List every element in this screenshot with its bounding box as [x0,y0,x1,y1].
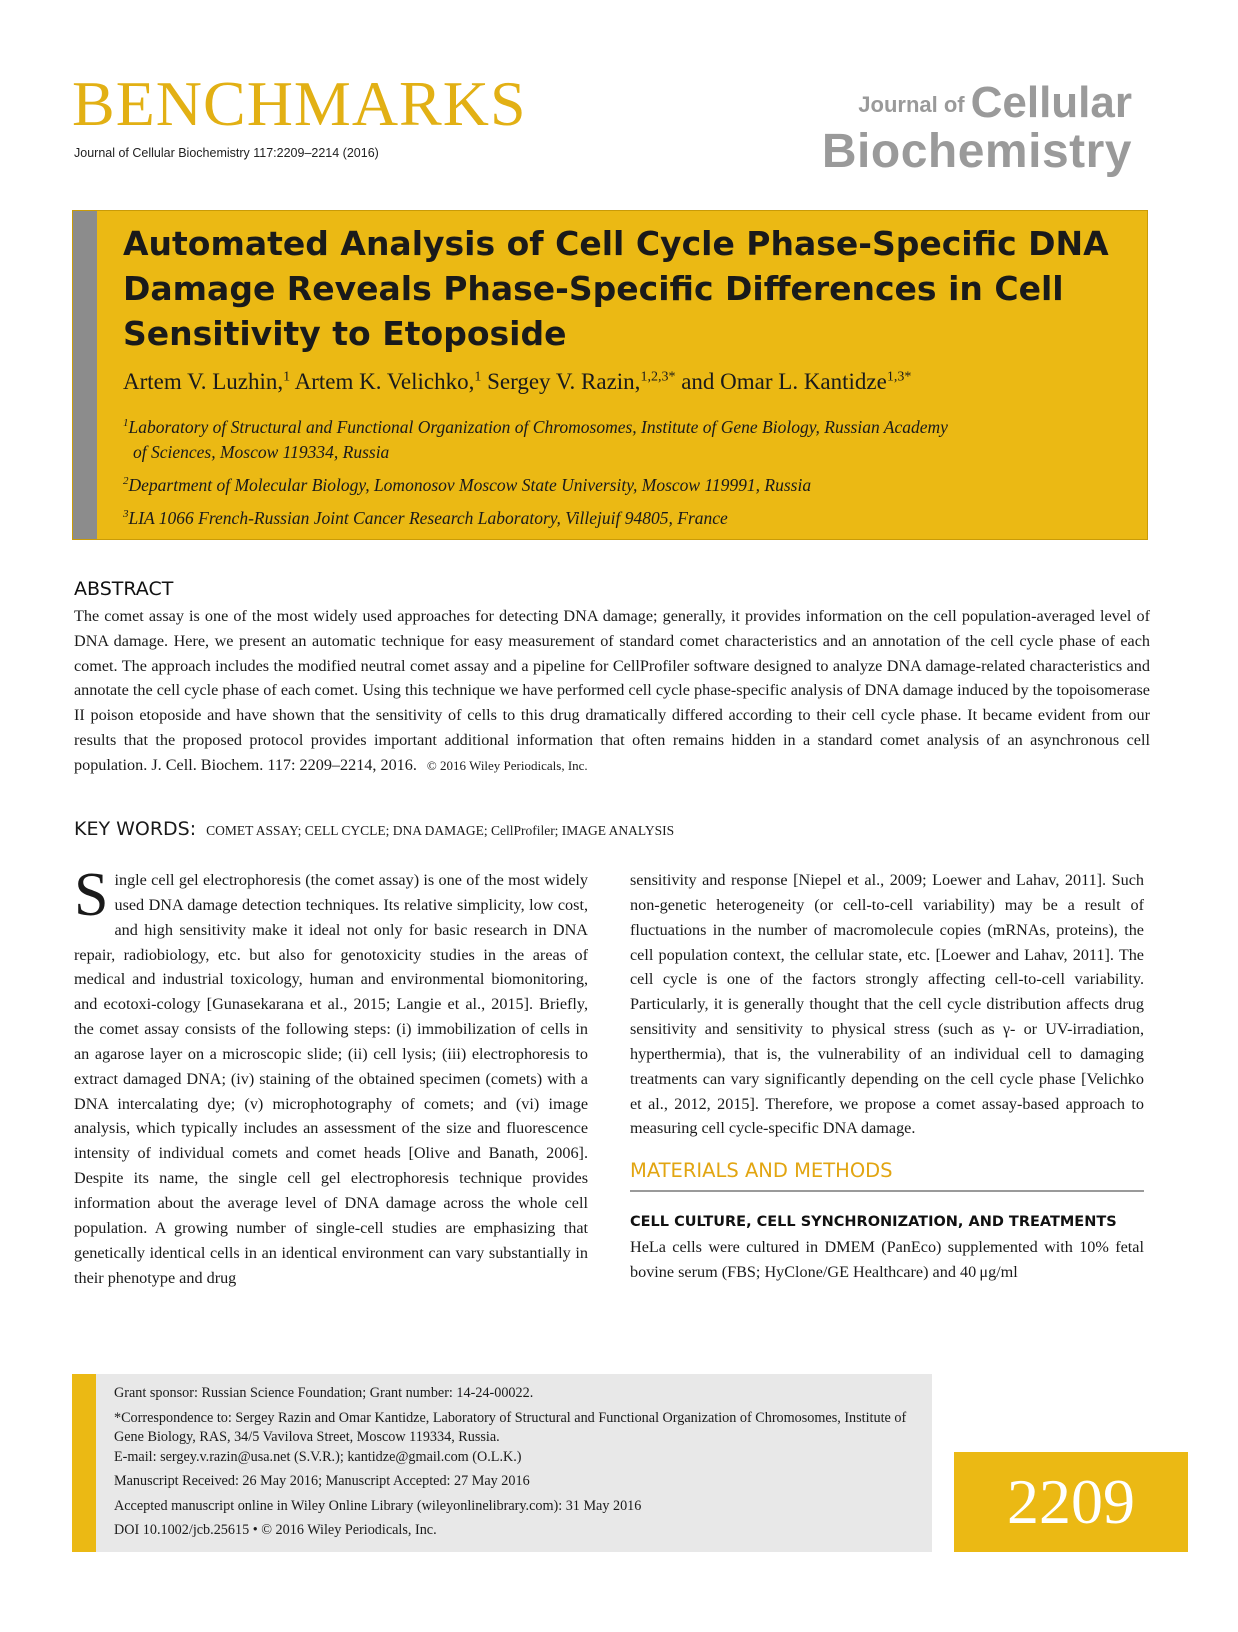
manuscript-dates: Manuscript Received: 26 May 2016; Manuscript Accepted: 27 May 2016 [114,1473,530,1489]
online-date: Accepted manuscript online in Wiley Online Library (wileyonlinelibrary.com): 31 May 2016 [114,1497,642,1514]
journal-logo-cellular: Cellular [970,78,1132,127]
section-heading: MATERIALS AND METHODS [630,1159,1144,1192]
affiliation-2 [123,469,1133,498]
affiliations [123,411,1133,534]
author: Artem K. Velichko, [294,369,475,394]
grant-sponsor: Grant sponsor: Russian Science Foundation; Grant number: 14-24-00022. [114,1385,534,1401]
keywords-values: COMET ASSAY; CELL CYCLE; DNA DAMAGE; CellProfiler; IMAGE ANALYSIS [206,823,675,838]
footer-text [114,1384,914,1546]
title-block-bar [73,211,97,539]
author: Artem V. Luzhin, [123,369,284,394]
affiliation-3 [123,502,1133,531]
author-list [123,369,911,395]
author-affiliation-mark: 1 [283,369,291,385]
footer-bar [72,1374,96,1552]
doi-line: DOI 10.1002/jcb.25615 • © 2016 Wiley Periodicals, Inc. [114,1522,437,1538]
author-affiliation-mark: 1 [474,369,482,385]
keywords [74,818,674,840]
affiliation-mark: 1 [123,417,129,429]
affiliation-1 [123,411,1133,465]
intro-text: ingle cell gel electrophoresis (the comet assay) is one of the most widely used DNA damage detection techniques. Its relative simplicity, low cost, and high sensitivity make it ideal not only for basic research in DNA repair, radiobiology, etc. but also for genotoxicity studies in the areas of medical and industrial toxicology, human and environmental biomonitoring, and ecotoxi-cology [Gunasekarana et al., 2015; Langie et al., 2015]. Briefly, the comet assay consists of the following steps: (i) immobilization of cells in an agarose layer on a microscopic slide; (ii) cell lysis; (iii) electrophoresis to extract damaged DNA; (iv) staining of the obtained specimen (comets) with a DNA intercalating dye; (v) microphotography of comets; and (vi) image analysis, which typically includes an assessment of the size and fluorescence intensity of individual comets and comet heads [Olive and Banath, 2006]. Despite its name, the single cell gel electrophoresis technique provides information about the average level of DNA damage across the whole cell population. A growing number of single-cell studies are emphasizing that genetically identical cells in an identical environment can vary substantially in their phenotype and drug [74,871,588,1287]
keywords-heading: KEY WORDS: [74,818,197,840]
author: and Omar L. Kantidze [681,369,887,394]
abstract-copyright: © 2016 Wiley Periodicals, Inc. [426,757,588,773]
affiliation-mark: 2 [123,474,129,487]
affiliation-text-cont: of Sciences, Moscow 119334, Russia [133,441,390,462]
benchmarks-brand: BENCHMARKS [72,68,527,139]
methods-text: HeLa cells were cultured in DMEM (PanEco) supplemented with 10% fetal bovine serum (FBS; HyClone/GE Healthcare) and 40 μg/ml [630,1237,1144,1281]
drop-cap: S [74,861,109,929]
body-column-right [630,868,1144,1285]
abstract-heading: ABSTRACT [74,578,174,600]
author-affiliation-mark: 1,3* [886,369,912,385]
journal-citation: Journal of Cellular Biochemistry 117:2209–2214 (2016) [74,146,379,160]
body-column-left [74,861,588,1290]
journal-logo-biochemistry: Biochemistry [821,125,1132,179]
abstract-text: The comet assay is one of the most widely used approaches for detecting DNA damage; generally, it provides information on the cell population-averaged level of DNA damage. Here, we present an automatic technique for easy measurement of standard comet characteristics and an annotation of the cell cycle phase of each comet. The approach includes the modified neutral comet assay and a pipeline for CellProfiler software designed to analyze DNA damage-related characteristics and annotate the cell cycle phase of each comet. Using this technique we have performed cell cycle phase-specific analysis of DNA damage induced by the topoisomerase II poison etoposide and have shown that the sensitivity of cells to this drug dramatically differed according to their cell cycle phase. It became evident from our results that the proposed protocol provides important additional information that often remains hidden in a standard comet analysis of an asynchronous cell population. J. Cell. Biochem. 117: 2209–2214, 2016. [74,607,1150,774]
affiliation-text: Laboratory of Structural and Functional Organization of Chromosomes, Institute of Gene Biology, Russian Academy [128,416,948,437]
author: Sergey V. Razin, [487,369,641,394]
article-title: Automated Analysis of Cell Cycle Phase-Specific DNA Damage Reveals Phase-Specific Differences in Cell Sensitivity to Etoposide [123,224,1109,353]
email-line: E-mail: sergey.v.razin@usa.net (S.V.R.); kantidze@gmail.com (O.L.K.) [114,1448,522,1465]
journal-logo [821,78,1132,179]
page-number: 2209 [954,1452,1188,1552]
author-affiliation-mark: 1,2,3* [640,369,676,385]
affiliation-text: Department of Molecular Biology, Lomonosov Moscow State University, Moscow 119991, Russia [128,474,812,495]
footer-box [72,1374,932,1552]
subsection-heading: CELL CULTURE, CELL SYNCHRONIZATION, AND TREATMENTS [630,1214,1117,1231]
intro-text-cont: sensitivity and response [Niepel et al., 2009; Loewer and Lahav, 2011]. Such non-genetic heterogeneity (or cell-to-cell variability) may be a result of fluctuations in the number of macromolecule copies (mRNAs, proteins), the cell population context, the cellular state, etc. [Loewer and Lahav, 2011]. The cell cycle is one of the factors strongly affecting cell-to-cell variability. Particularly, it is generally thought that the cell cycle distribution affects drug sensitivity and sensitivity to physical stress (such as γ- or UV-irradiation, hyperthermia), that is, the vulnerability of an individual cell to damaging treatments can vary significantly depending on the cell cycle phase [Velichko et al., 2012, 2015]. Therefore, we propose a comet assay-based approach to measuring cell cycle-specific DNA damage. [630,871,1144,1138]
correspondence: *Correspondence to: Sergey Razin and Omar Kantidze, Laboratory of Structural and Functional Organization of Chromosomes, Institute of Gene Biology, RAS, 34/5 Vavilova Street, Moscow 119334, Russia. [114,1409,907,1445]
abstract-body [74,604,1150,779]
affiliation-mark: 3 [123,507,129,520]
journal-logo-small: Journal of [858,92,965,118]
affiliation-text: LIA 1066 French-Russian Joint Cancer Research Laboratory, Villejuif 94805, France [128,507,728,528]
title-block [72,210,1148,540]
